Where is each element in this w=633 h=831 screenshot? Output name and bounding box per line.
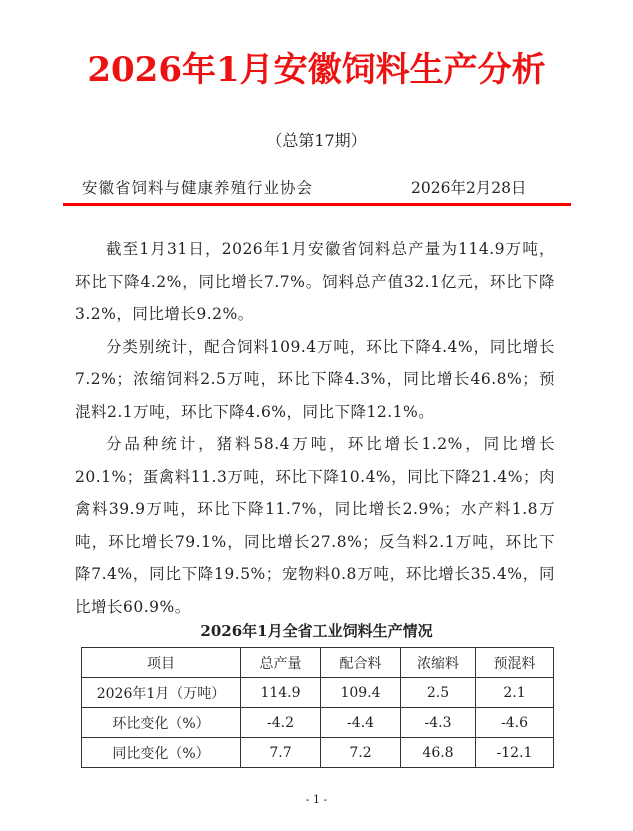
- cell: -4.3: [401, 708, 476, 738]
- paragraph-by-species: 分品种统计，猪料58.4万吨，环比增长1.2%，同比增长20.1%；蛋禽料11.3万吨，环比下降10.4%，同比下降21.4%；肉禽料39.9万吨，环比下降11.7%，同比增长2.9%；水产料1.8万吨，环比增长79.1%，同比增长27.8%；反刍料2.1万吨，环比下降7.4%，同比下降19.5%；宠物料0.8万吨，环比增长35.4%，同比增长60.9%。: [75, 435, 555, 616]
- row-label: 环比变化（%）: [82, 708, 241, 738]
- cell: -4.6: [476, 708, 554, 738]
- issue-number: （总第17期）: [266, 131, 367, 150]
- table-caption: 2026年1月全省工业饲料生产情况: [200, 622, 433, 640]
- cell: 114.9: [241, 678, 321, 708]
- cell: 7.7: [241, 738, 321, 768]
- red-header-rule: [63, 203, 571, 206]
- cell: -4.2: [241, 708, 321, 738]
- cell: 46.8: [401, 738, 476, 768]
- production-table: [81, 647, 554, 768]
- table-row: [82, 708, 554, 738]
- header-premix: 预混料: [476, 648, 554, 678]
- cell: 7.2: [321, 738, 401, 768]
- document-title: 2026年1月安徽饲料生产分析: [87, 50, 546, 90]
- cell: -4.4: [321, 708, 401, 738]
- page-number: - 1 -: [305, 793, 328, 806]
- header-compound-feed: 配合料: [321, 648, 401, 678]
- document-body: [75, 233, 555, 623]
- paragraph-summary: 截至1月31日，2026年1月安徽省饲料总产量为114.9万吨，环比下降4.2%，同比增长7.7%。饲料总产值32.1亿元，环比下降3.2%，同比增长9.2%。: [75, 240, 555, 323]
- table-header-row: [82, 648, 554, 678]
- cell: -12.1: [476, 738, 554, 768]
- header-concentrate-feed: 浓缩料: [401, 648, 476, 678]
- table-row: [82, 738, 554, 768]
- cell: 2.5: [401, 678, 476, 708]
- publisher-organization: 安徽省饲料与健康养殖行业协会: [82, 179, 314, 197]
- cell: 109.4: [321, 678, 401, 708]
- row-label: 同比变化（%）: [82, 738, 241, 768]
- header-item: 项目: [82, 648, 241, 678]
- row-label: 2026年1月（万吨）: [82, 678, 241, 708]
- cell: 2.1: [476, 678, 554, 708]
- table-row: [82, 678, 554, 708]
- header-total-output: 总产量: [241, 648, 321, 678]
- paragraph-by-category: 分类别统计，配合饲料109.4万吨，环比下降4.4%，同比增长7.2%；浓缩饲料2.5万吨，环比下降4.3%，同比增长46.8%；预混料2.1万吨，环比下降4.6%，同比下降12.1%。: [75, 337, 555, 421]
- publish-date: 2026年2月28日: [411, 179, 527, 197]
